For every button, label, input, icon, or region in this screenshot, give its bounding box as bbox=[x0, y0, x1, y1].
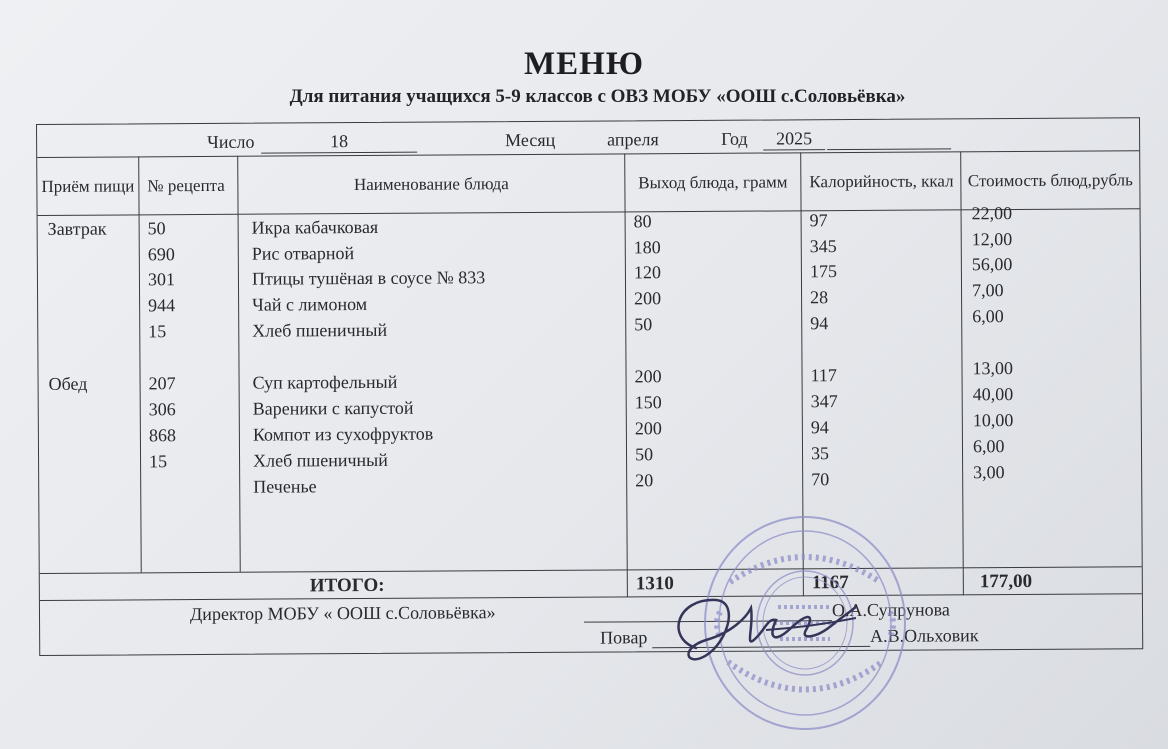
calories-cell: 347 bbox=[810, 391, 838, 412]
calories-cell: 345 bbox=[809, 236, 837, 257]
weight-cell: 180 bbox=[633, 237, 661, 258]
dish-cell: Вареники с капустой bbox=[252, 397, 414, 419]
recipe-cell: 868 bbox=[148, 425, 176, 446]
year-label: Год bbox=[721, 128, 748, 149]
recipe-cell: 306 bbox=[148, 399, 176, 420]
dish-cell: Печенье bbox=[253, 476, 317, 497]
cost-cell: 40,00 bbox=[972, 384, 1014, 405]
page-title: МЕНЮ bbox=[524, 46, 644, 82]
recipe-cell: 50 bbox=[147, 218, 166, 239]
column-divider bbox=[624, 153, 628, 597]
total-calories: 1167 bbox=[811, 572, 849, 594]
meal-cell: Обед bbox=[48, 373, 88, 394]
total-row bbox=[40, 566, 1142, 601]
director-label: Директор МОБУ « ООШ с.Соловьёвка» bbox=[189, 602, 496, 625]
dish-cell: Птицы тушёная в соусе № 833 bbox=[251, 267, 486, 289]
header-dish: Наименование блюда bbox=[353, 173, 509, 194]
recipe-cell: 207 bbox=[148, 373, 176, 394]
weight-cell: 50 bbox=[634, 444, 654, 465]
cook-name: А.В.Ольховик bbox=[870, 625, 979, 646]
cost-cell: 13,00 bbox=[972, 358, 1014, 379]
total-weight: 1310 bbox=[635, 573, 674, 595]
day-value: 18 bbox=[330, 131, 349, 152]
header-weight: Выход блюда, грамм bbox=[638, 171, 788, 192]
weight-cell: 150 bbox=[634, 392, 662, 413]
calories-cell: 175 bbox=[809, 261, 837, 282]
meal-cell: Завтрак bbox=[47, 218, 107, 239]
recipe-cell: 690 bbox=[147, 244, 175, 265]
dish-cell: Икра кабачковая bbox=[251, 216, 379, 238]
weight-cell: 80 bbox=[633, 211, 652, 232]
cost-cell: 7,00 bbox=[971, 280, 1004, 301]
calories-cell: 94 bbox=[810, 313, 829, 334]
header-calories: Калорийность, ккал bbox=[809, 170, 954, 191]
dish-cell: Хлеб пшеничный bbox=[252, 449, 388, 471]
recipe-cell: 15 bbox=[148, 321, 167, 342]
dish-cell: Чай с лимоном bbox=[252, 293, 368, 315]
total-label: ИТОГО: bbox=[309, 574, 385, 597]
weight-cell: 120 bbox=[633, 262, 661, 283]
cost-cell: 6,00 bbox=[972, 306, 1004, 327]
handwritten-signature bbox=[656, 578, 856, 678]
cost-cell: 6,00 bbox=[972, 436, 1005, 457]
column-divider bbox=[237, 156, 241, 572]
weight-cell: 50 bbox=[634, 314, 653, 335]
cost-cell: 12,00 bbox=[971, 229, 1013, 250]
cook-label: Повар bbox=[600, 627, 648, 648]
weight-cell: 20 bbox=[635, 470, 654, 491]
menu-table bbox=[36, 117, 1143, 656]
calories-cell: 117 bbox=[810, 365, 837, 386]
dish-cell: Хлеб пшеничный bbox=[252, 319, 388, 341]
recipe-cell: 301 bbox=[147, 269, 176, 290]
year-value: 2025 bbox=[776, 128, 813, 149]
weight-cell: 200 bbox=[634, 366, 662, 387]
month-label: Месяц bbox=[505, 129, 556, 151]
calories-cell: 28 bbox=[810, 287, 829, 308]
calories-cell: 94 bbox=[810, 417, 829, 438]
dish-cell: Рис отварной bbox=[251, 243, 355, 264]
recipe-cell: 15 bbox=[149, 451, 168, 472]
cost-cell: 10,00 bbox=[972, 410, 1014, 431]
page-subtitle: Для питания учащихся 5-9 классов с ОВЗ МОБУ «ООШ с.Соловьёвка» bbox=[289, 86, 906, 107]
header-meal: Приём пищи bbox=[41, 175, 135, 196]
cost-cell: 22,00 bbox=[971, 203, 1013, 224]
header-recipe: № рецепта bbox=[147, 175, 225, 195]
weight-cell: 200 bbox=[634, 418, 662, 439]
weight-cell: 200 bbox=[634, 288, 662, 309]
cost-cell: 3,00 bbox=[973, 462, 1005, 483]
cost-cell: 56,00 bbox=[971, 254, 1013, 275]
column-divider bbox=[960, 151, 964, 595]
header-cost: Стоимость блюд,рубль bbox=[967, 169, 1133, 190]
calories-cell: 70 bbox=[811, 469, 830, 490]
recipe-cell: 944 bbox=[148, 295, 176, 316]
column-divider bbox=[138, 156, 142, 572]
director-name: О.А.Супрунова bbox=[831, 599, 950, 621]
total-cost: 177,00 bbox=[979, 570, 1033, 593]
calories-cell: 35 bbox=[810, 443, 830, 464]
dish-cell: Суп картофельный bbox=[252, 371, 398, 393]
day-label: Число bbox=[207, 131, 255, 152]
calories-cell: 97 bbox=[809, 210, 828, 231]
dish-cell: Компот из сухофруктов bbox=[252, 423, 434, 445]
month-value: апреля bbox=[607, 129, 659, 150]
